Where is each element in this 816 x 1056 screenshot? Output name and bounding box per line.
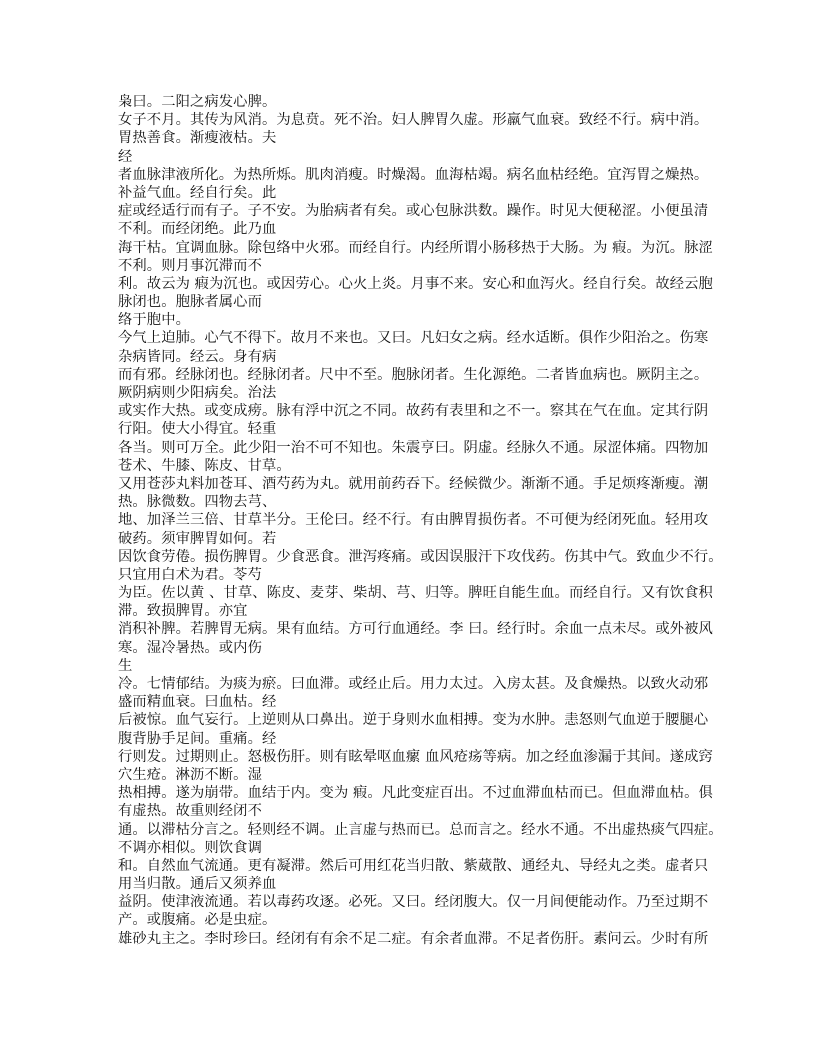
text-line: 后被惊。血气妄行。上逆则从口鼻出。逆于身则水血相搏。变为水肿。恚怒则气血逆于腰腿心 <box>118 712 709 729</box>
text-line: 枭曰。二阳之病发心脾。 <box>118 94 277 110</box>
text-line: 行阳。使大小得宜。轻重 <box>118 421 277 438</box>
text-line: 益阴。使津液流通。若以毒药攻逐。必死。又曰。经闭腹大。仅一月间便能动作。乃至过期不 <box>118 894 709 911</box>
text-line: 盛而精血衰。曰血枯。经 <box>118 694 277 711</box>
text-line: 热。脉微数。四物去芎、 <box>118 494 277 511</box>
text-line: 又用苍莎丸料加苍耳、酒芍药为丸。就用前药吞下。经候微少。渐渐不通。手足烦疼渐瘦。潮 <box>118 475 709 492</box>
text-line: 不调亦相似。则饮食调 <box>118 839 262 856</box>
text-line: 消积补脾。若脾胃无病。果有血结。方可行血通经。李 曰。经行时。余血一点未尽。或外被风 <box>118 621 713 638</box>
text-line: 雄砂丸主之。李时珍曰。经闭有有余不足二症。有余者血滞。不足者伤肝。素问云。少时有所 <box>118 930 709 947</box>
text-line: 今气上迫肺。心气不得下。故月不来也。又曰。凡妇女之病。经水适断。俱作少阳治之。伤寒 <box>118 330 709 347</box>
text-line: 用当归散。通后又须养血 <box>118 876 277 893</box>
text-line: 和。自然血气流通。更有凝滞。然后可用红花当归散、紫葳散、通经丸、导经丸之类。虚者只 <box>118 857 709 874</box>
text-line: 因饮食劳倦。损伤脾胃。少食恶食。泄泻疼痛。或因误服汗下攻伐药。伤其中气。致血少不行。 <box>118 548 723 565</box>
text-line: 经 <box>118 148 133 165</box>
text-line: 地、加泽兰三倍、甘草半分。王伦曰。经不行。有由脾胃损伤者。不可便为经闭死血。轻用攻 <box>118 512 709 529</box>
text-line: 破药。须审脾胃如何。若 <box>118 530 277 547</box>
text-line: 通。以滞枯分言之。轻则经不调。止言虚与热而已。总而言之。经水不通。不出虚热痰气四症。 <box>118 821 723 838</box>
text-line: 脉闭也。胞脉者属心而 <box>118 294 262 311</box>
text-line: 苍术、牛膝、陈皮、甘草。 <box>118 457 291 474</box>
text-line: 冷。七情郁结。为痰为瘀。曰血滞。或经止后。用力太过。入房太甚。及食燥热。以致火动邪 <box>118 676 709 692</box>
document-page <box>118 93 723 948</box>
text-line: 生 <box>118 657 133 674</box>
text-line: 滞。致损脾胃。亦宜 <box>118 603 248 620</box>
text-line: 腹背胁手足间。重痛。经 <box>118 730 277 747</box>
text-line: 厥阴病则少阳病矣。治法 <box>118 385 277 401</box>
text-line: 症或经适行而有子。子不安。为胎病者有矣。或心包脉洪数。躁作。时见大便秘涩。小便虽清 <box>118 203 709 220</box>
text-line: 络于胞中。 <box>118 312 190 329</box>
text-line: 寒。湿冷暑热。或内伤 <box>118 639 262 656</box>
text-line: 为臣。佐以黄 、甘草、陈皮、麦芽、柴胡、芎、归等。脾旺自能生血。而经自行。又有饮食积 <box>118 585 713 602</box>
text-line: 补益气血。经自行矣。此 <box>118 184 277 201</box>
text-line: 不利。而经闭绝。此乃血 <box>118 221 277 238</box>
text-line: 热相搏。遂为崩带。血结于内。变为 瘕。凡此变症百出。不过血滞血枯而已。但血滞血枯。俱 <box>118 785 713 802</box>
text-line: 海干枯。宜调血脉。除包络中火邪。而经自行。内经所谓小肠移热于大肠。为 瘕。为沉。脉涩 <box>118 239 713 256</box>
text-line: 只宜用白术为君。苓芍 <box>118 566 262 583</box>
text-line: 有虚热。故重则经闭不 <box>118 803 262 820</box>
text-line: 穴生疮。淋沥不断。湿 <box>118 766 262 783</box>
text-line: 或实作大热。或变成痨。脉有浮中沉之不同。故药有表里和之不一。察其在气在血。定其行阴 <box>118 403 709 420</box>
text-line: 者血脉津液所化。为热所烁。肌肉消瘦。时燥渴。血海枯竭。病名血枯经绝。宜泻胃之燥热。 <box>118 166 709 183</box>
text-line: 不利。则月事沉滞而不 <box>118 257 262 274</box>
text-line: 产。或腹痛。必是虫症。 <box>118 912 277 929</box>
text-line: 各当。则可万全。此少阳一治不可不知也。朱震亨曰。阴虚。经脉久不通。尿涩体痛。四物加 <box>118 439 709 456</box>
text-line: 而有邪。经脉闭也。经脉闭者。尺中不至。胞脉闭者。生化源绝。二者皆血病也。厥阴主之。 <box>118 366 709 383</box>
text-line: 胃热善食。渐瘦液枯。夫 <box>118 130 277 147</box>
text-line: 女子不月。其传为风消。为息贲。死不治。妇人脾胃久虚。形羸气血衰。致经不行。病中消。 <box>118 112 709 129</box>
text-line: 杂病皆同。经云。身有病 <box>118 348 277 365</box>
text-line: 利。故云为 瘕为沉也。或因劳心。心火上炎。月事不来。安心和血泻火。经自行矣。故经云胞 <box>118 275 713 292</box>
text-line: 行则发。过期则止。怒极伤肝。则有眩晕呕血瘰 血风疮疡等病。加之经血渗漏于其间。遂成窍 <box>118 748 713 765</box>
